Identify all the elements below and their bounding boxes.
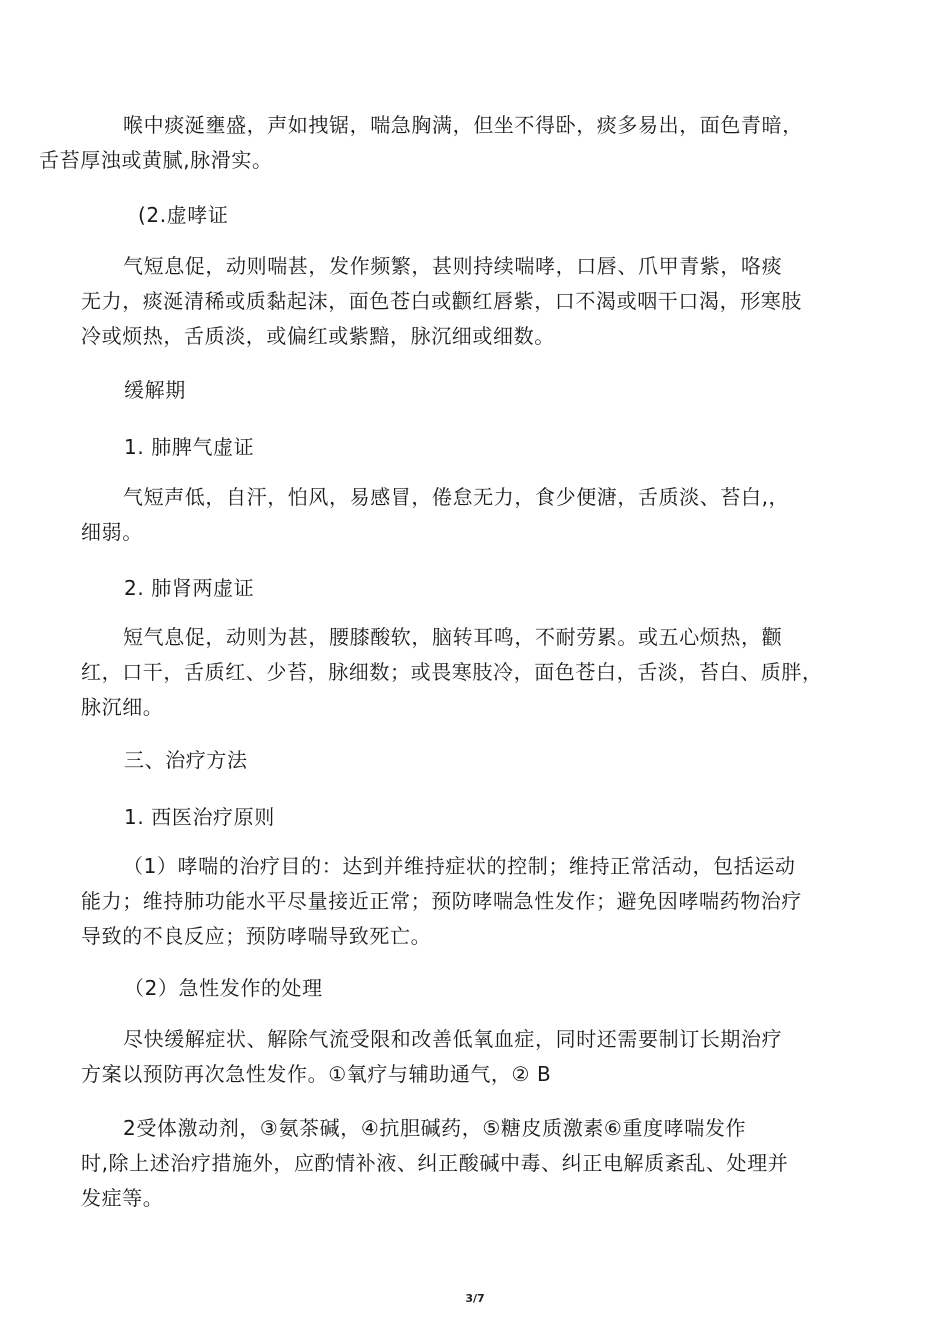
heading-deficiency-wheezing: (2.虚哮证 — [138, 203, 229, 227]
text-line: 方案以预防再次急性发作。①氧疗与辅助通气，② B — [81, 1062, 552, 1086]
text-line: 脉沉细。 — [81, 695, 164, 719]
paragraph-drug-therapy — [81, 1111, 881, 1216]
text-line: 喉中痰涎壅盛，声如拽锯，喘急胸满，但坐不得卧，痰多易出，面色青暗， — [123, 113, 803, 137]
heading-lung-kidney-deficiency: 2. 肺肾两虚证 — [124, 576, 255, 600]
text-line: 导致的不良反应；预防哮喘导致死亡。 — [81, 924, 432, 948]
text-line: 尽快缓解症状、解除气流受限和改善低氧血症，同时还需要制订长期治疗 — [123, 1027, 783, 1051]
text-line: 气短声低，自汗，怕风，易感冒，倦怠无力，食少便溏，舌质淡、苔白,， — [123, 485, 790, 509]
text-line: 气短息促，动则喘甚，发作频繁，甚则持续喘哮，口唇、爪甲青紫，咯痰 — [123, 254, 783, 278]
heading-acute-attack-management: （2）急性发作的处理 — [124, 976, 323, 1000]
text-line: 舌苔厚浊或黄腻,脉滑实。 — [39, 148, 273, 172]
text-line: 冷或烦热，舌质淡，或偏红或紫黯，脉沉细或细数。 — [81, 324, 555, 348]
heading-western-treatment-principles: 1. 西医治疗原则 — [124, 805, 275, 829]
text-line: 时,除上述治疗措施外，应酌情补液、纠正酸碱中毒、纠正电解质紊乱、处理并 — [81, 1151, 789, 1175]
text-line: 细弱。 — [81, 520, 143, 544]
text-line: 2受体激动剂，③氨茶碱，④抗胆碱药，⑤糖皮质激素⑥重度哮喘发作 — [123, 1116, 747, 1140]
text-line: 无力，痰涎清稀或质黏起沫，面色苍白或颧红唇紫，口不渴或咽干口渴，形寒肢 — [81, 289, 802, 313]
paragraph-acute-management — [81, 1022, 881, 1092]
page-number: 3/7 — [465, 1292, 485, 1305]
text-line: 红，口干，舌质红、少苔，脉细数；或畏寒肢冷，面色苍白，舌淡，苔白、质胖， — [81, 660, 823, 684]
text-line: （1）哮喘的治疗目的：达到并维持症状的控制；维持正常活动，包括运动 — [123, 854, 796, 878]
paragraph-cold-asthma-symptoms — [39, 108, 881, 178]
heading-lung-spleen-qi-deficiency: 1. 肺脾气虚证 — [124, 435, 255, 459]
paragraph-treatment-goals — [81, 849, 881, 954]
paragraph-deficiency-symptoms — [81, 249, 881, 354]
text-line: 发症等。 — [81, 1186, 164, 1210]
heading-treatment-methods: 三、治疗方法 — [124, 748, 248, 772]
text-line: 短气息促，动则为甚，腰膝酸软，脑转耳鸣，不耐劳累。或五心烦热，颧 — [123, 625, 783, 649]
paragraph-lung-spleen-symptoms — [81, 480, 881, 550]
paragraph-lung-kidney-symptoms — [81, 620, 881, 725]
text-line: 能力；维持肺功能水平尽量接近正常；预防哮喘急性发作；避免因哮喘药物治疗 — [81, 889, 802, 913]
heading-remission-stage: 缓解期 — [124, 378, 186, 402]
